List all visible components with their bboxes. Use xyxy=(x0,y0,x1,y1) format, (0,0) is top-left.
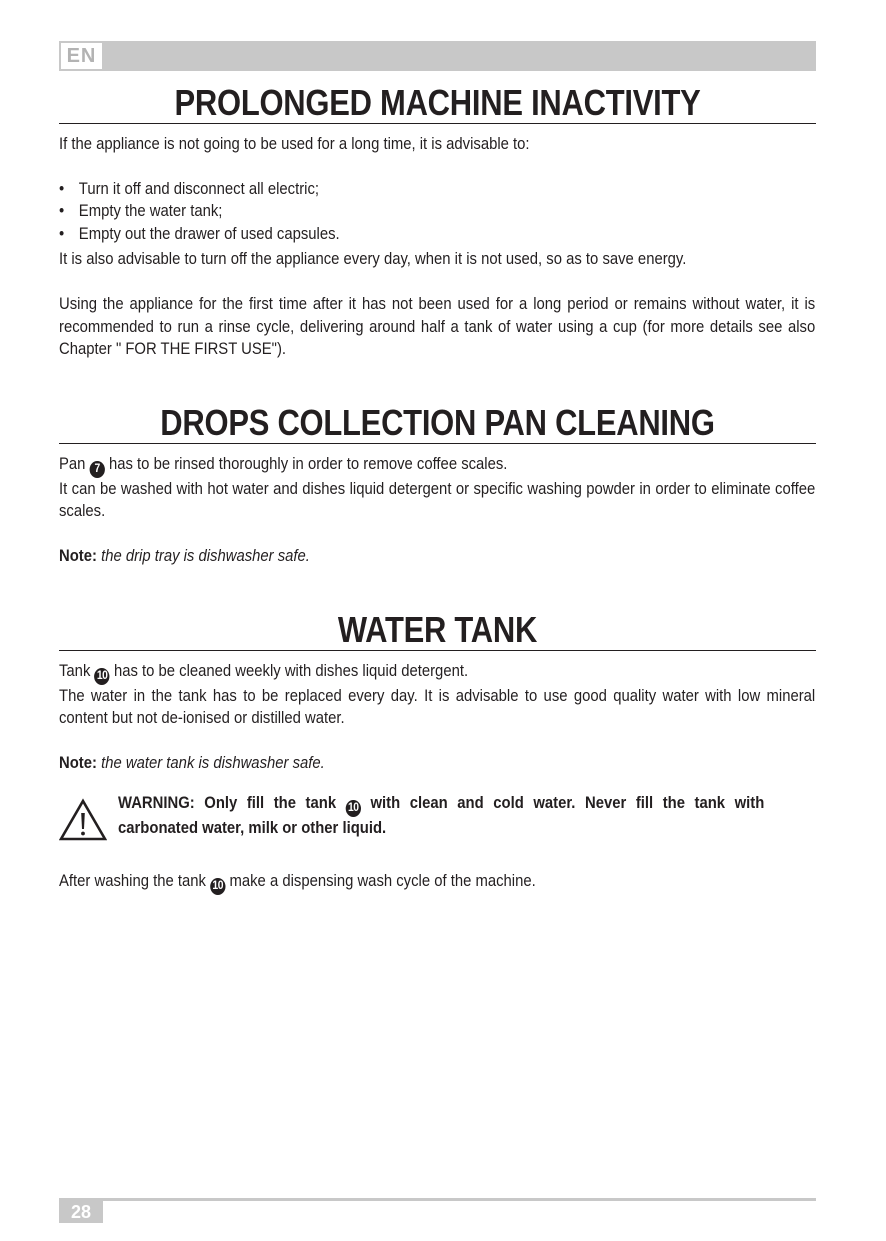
footer-bar xyxy=(59,1198,816,1201)
inactivity-intro: If the appliance is not going to be used for a long time, it is advisable to: xyxy=(59,135,530,153)
warning-box xyxy=(59,792,816,842)
list-item: • Empty the water tank; xyxy=(59,202,223,221)
tank-title: WATER TANK xyxy=(337,608,538,650)
page-content xyxy=(59,41,816,895)
drops-note: Note: the drip tray is dishwasher safe. xyxy=(59,546,310,565)
inactivity-bullet-list xyxy=(59,178,815,246)
list-item: • Turn it off and disconnect all electric; xyxy=(59,179,320,198)
page-number: 28 xyxy=(59,1201,103,1223)
component-10-marker: 10 xyxy=(346,800,361,817)
component-7-marker: 7 xyxy=(90,461,105,478)
tank-after-wash-paragraph: After washing the tank 10 make a dispensing wash cycle of the machine. xyxy=(59,870,815,895)
component-10-marker: 10 xyxy=(210,878,225,895)
warning-triangle-icon xyxy=(59,798,107,842)
drops-title: DROPS COLLECTION PAN CLEANING xyxy=(160,401,715,443)
language-badge: EN xyxy=(61,43,102,69)
tank-paragraph-2: The water in the tank has to be replaced every day. It is advisable to use good quality water with low mineral content but not de-ionised or distilled water. xyxy=(59,686,816,728)
tank-paragraph-1: Tank 10 has to be cleaned weekly with dishes liquid detergent. xyxy=(59,660,815,685)
tank-note: Note: the water tank is dishwasher safe. xyxy=(59,753,325,772)
drops-paragraph-1: Pan 7 has to be rinsed thoroughly in order to remove coffee scales. xyxy=(59,453,815,478)
inactivity-title: PROLONGED MACHINE INACTIVITY xyxy=(174,82,701,123)
header-bar xyxy=(59,41,816,71)
component-10-marker: 10 xyxy=(95,668,110,685)
tank-heading xyxy=(59,610,816,651)
warning-text: WARNING: Only fill the tank 10 with clean and cold water. Never fill the tank with carbonated water, milk or other liquid. xyxy=(118,794,765,838)
drops-paragraph-2: It can be washed with hot water and dishes liquid detergent or specific washing powder in order to eliminate coffee scales. xyxy=(59,479,816,521)
inactivity-heading xyxy=(59,83,816,124)
list-item: • Empty out the drawer of used capsules. xyxy=(59,224,340,243)
drops-heading xyxy=(59,403,816,444)
inactivity-first-use-paragraph: Using the appliance for the first time after it has not been used for a long period or remains without water, it is recommended to run a rinse cycle, delivering around half a tank of water using a cup (for more details see also Chapter " FOR THE FIRST USE"). xyxy=(59,294,816,359)
inactivity-energy-paragraph: It is also advisable to turn off the appliance every day, when it is not used, so as to save energy. xyxy=(59,250,687,269)
